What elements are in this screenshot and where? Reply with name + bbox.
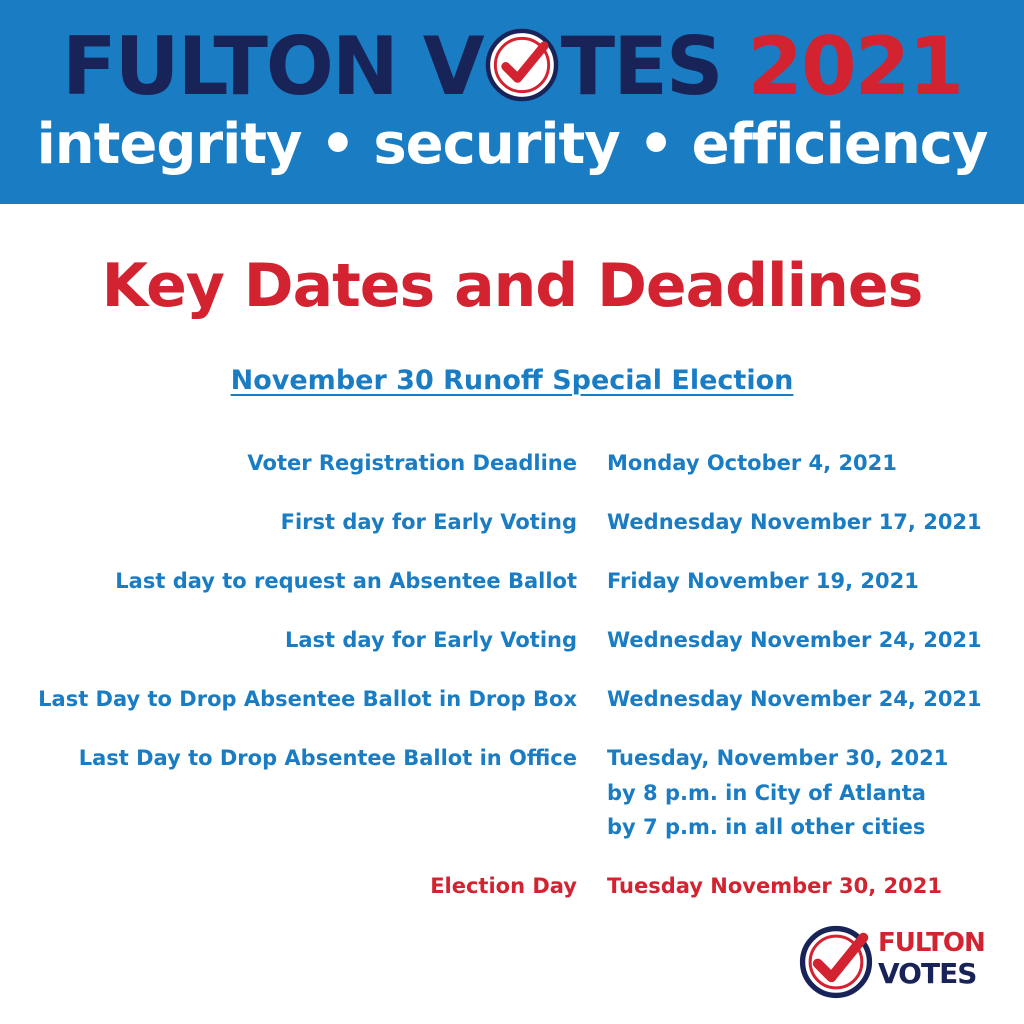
logo-word-votes: VOTES [878, 957, 977, 990]
page-title: Key Dates and Deadlines [101, 251, 923, 321]
date-label: Last Day to Drop Absentee Ballot in Office [78, 746, 577, 770]
date-value: Wednesday November 24, 2021 [607, 687, 982, 711]
headline [0, 22, 1024, 112]
date-label: Last Day to Drop Absentee Ballot in Drop Box [38, 687, 577, 711]
date-value: Wednesday November 17, 2021 [607, 510, 982, 534]
date-value: Monday October 4, 2021 [607, 451, 897, 475]
headline-tes: TES [560, 20, 722, 113]
date-value: Tuesday November 30, 2021 [607, 874, 942, 898]
election-subtitle: November 30 Runoff Special Election [230, 365, 794, 396]
logo-word-fulton: FULTON [878, 928, 985, 958]
date-value: Tuesday, November 30, 2021 [607, 746, 949, 770]
date-value: Friday November 19, 2021 [607, 569, 919, 593]
date-value-note: by 8 p.m. in City of Atlanta [607, 781, 926, 805]
date-label: Voter Registration Deadline [247, 451, 577, 475]
date-label: Last day to request an Absentee Ballot [115, 569, 577, 593]
header-banner [0, 0, 1024, 204]
fulton-votes-logo [798, 922, 998, 1002]
date-label: Last day for Early Voting [284, 628, 577, 652]
ballot-checkmark-icon [798, 924, 874, 1000]
tagline: integrity • security • efficiency [36, 112, 988, 177]
date-value-note: by 7 p.m. in all other cities [607, 815, 926, 839]
ballot-checkmark-icon [485, 28, 559, 102]
date-value: Wednesday November 24, 2021 [607, 628, 982, 652]
headline-year: 2021 [747, 20, 962, 113]
date-label: First day for Early Voting [280, 510, 577, 534]
date-label: Election Day [430, 874, 577, 898]
headline-fulton-v: FULTON V [62, 20, 483, 113]
